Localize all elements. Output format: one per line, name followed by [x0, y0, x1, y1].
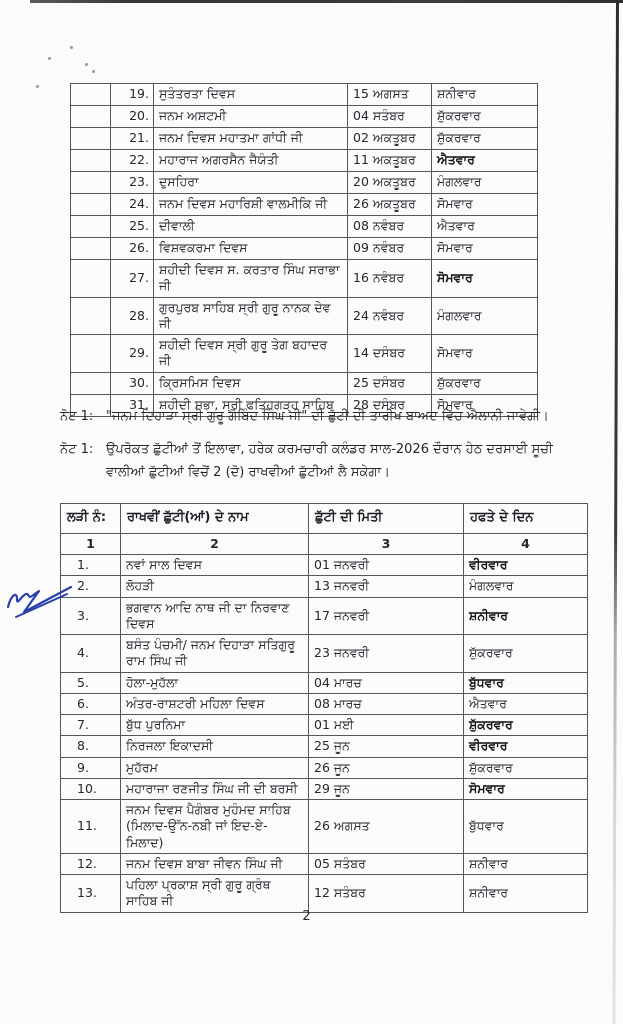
reserved-name: ਪਹਿਲਾ ਪ੍ਰਕਾਸ਼ ਸ੍ਰੀ ਗੁਰੂ ਗ੍ਰੰਥ ਸਾਹਿਬ ਜੀ — [121, 875, 309, 913]
row-margin-cell — [71, 84, 111, 106]
reserved-holidays-table — [60, 503, 588, 913]
reserved-weekday: ਸ਼ਨੀਵਾਰ — [464, 597, 588, 635]
holiday-weekday: ਸ਼ਨੀਵਾਰ — [432, 84, 538, 106]
reserved-table-head — [61, 504, 588, 555]
reserved-header-row — [61, 504, 588, 534]
reserved-weekday: ਸ਼ੁੱਕਰਵਾਰ — [464, 635, 588, 673]
holiday-serial: 29. — [111, 335, 154, 373]
header-date: ਛੁੱਟੀ ਦੀ ਮਿਤੀ — [309, 504, 464, 534]
holiday-name: ਸ਼ਹੀਦੀ ਦਿਵਸ ਸ੍ਰੀ ਗੁਰੂ ਤੇਗ ਬਹਾਦਰ ਜੀ — [154, 335, 348, 373]
holiday-date: 11 ਅਕਤੂਬਰ — [348, 150, 432, 172]
holiday-date: 28 ਦਸੰਬਰ — [348, 394, 432, 416]
row-margin-cell — [71, 150, 111, 172]
holiday-name: ਜਨਮ ਅਸ਼ਟਮੀ — [154, 106, 348, 128]
signature-stroke-1 — [8, 587, 71, 612]
reserved-name: ਨਿਰਜਲਾ ਇਕਾਦਸੀ — [121, 736, 309, 757]
row-margin-cell — [71, 216, 111, 238]
reserved-serial: 6. — [61, 693, 121, 714]
header-name: ਰਾਖਵੀਂ ਛੁੱਟੀ(ਆਂ) ਦੇ ਨਾਮ — [121, 504, 309, 534]
holiday-name: ਦੀਵਾਲੀ — [154, 216, 348, 238]
row-margin-cell — [71, 106, 111, 128]
reserved-row — [61, 672, 588, 693]
holiday-name: ਵਿਸ਼ਵਕਰਮਾ ਦਿਵਸ — [154, 238, 348, 260]
reserved-weekday: ਬੁੱਧਵਾਰ — [464, 672, 588, 693]
holiday-name: ਕ੍ਰਿਸਮਿਸ ਦਿਵਸ — [154, 372, 348, 394]
reserved-row — [61, 757, 588, 778]
holiday-name: ਜਨਮ ਦਿਵਸ ਮਹਾਰਿਸ਼ੀ ਵਾਲਮੀਕਿ ਜੀ — [154, 194, 348, 216]
row-margin-cell — [71, 128, 111, 150]
holiday-row — [71, 372, 538, 394]
row-margin-cell — [71, 372, 111, 394]
reserved-weekday: ਮੰਗਲਵਾਰ — [464, 576, 588, 597]
reserved-name: ਮਹਾਰਾਜਾ ਰਣਜੀਤ ਸਿੰਘ ਜੀ ਦੀ ਬਰਸੀ — [121, 778, 309, 799]
reserved-serial: 13. — [61, 875, 121, 913]
holiday-date: 16 ਨਵੰਬਰ — [348, 260, 432, 298]
scan-speck — [85, 63, 88, 66]
reserved-weekday: ਸ਼ਨੀਵਾਰ — [464, 853, 588, 874]
holiday-weekday: ਸ਼ੁੱਕਰਵਾਰ — [432, 106, 538, 128]
scan-speck — [36, 85, 39, 88]
holiday-weekday: ਸੋਮਵਾਰ — [432, 260, 538, 298]
holiday-date: 20 ਅਕਤੂਬਰ — [348, 172, 432, 194]
holiday-serial: 25. — [111, 216, 154, 238]
reserved-row — [61, 576, 588, 597]
holiday-serial: 23. — [111, 172, 154, 194]
scan-speck — [48, 57, 51, 60]
note-1-text: "ਜਨਮ ਦਿਹਾੜਾ ਸ੍ਰੀ ਗੁਰੂ ਗੋਬਿੰਦ ਸਿੰਘ ਜੀ" ਦੀ ਛੁੱਟੀ ਦੀ ਤਾਰੀਖ ਬਾਅਦ ਵਿੱਚ ਐਲਾਨੀ ਜਾਵੇਗੀ। — [106, 409, 549, 424]
holiday-date: 08 ਨਵੰਬਰ — [348, 216, 432, 238]
reserved-weekday: ਐਤਵਾਰ — [464, 693, 588, 714]
scan-edge-top — [30, 0, 623, 3]
holiday-weekday: ਸ਼ੁੱਕਰਵਾਰ — [432, 128, 538, 150]
reserved-date: 17 ਜਨਵਰੀ — [309, 597, 464, 635]
holiday-row — [71, 297, 538, 335]
page-number: 2 — [302, 909, 311, 924]
holiday-weekday: ਸ਼ੁੱਕਰਵਾਰ — [432, 372, 538, 394]
reserved-name: ਮੁਹੱਰਮ — [121, 757, 309, 778]
holiday-serial: 21. — [111, 128, 154, 150]
holiday-name: ਸ਼ਹੀਦੀ ਦਿਵਸ ਸ. ਕਰਤਾਰ ਸਿੰਘ ਸਰਾਭਾ ਜੀ — [154, 260, 348, 298]
column-number-3: 3 — [309, 533, 464, 554]
holiday-weekday: ਮੰਗਲਵਾਰ — [432, 297, 538, 335]
holiday-weekday: ਸੋਮਵਾਰ — [432, 335, 538, 373]
holiday-row — [71, 335, 538, 373]
reserved-row — [61, 715, 588, 736]
reserved-date: 01 ਜਨਵਰੀ — [309, 555, 464, 576]
reserved-date: 26 ਜੂਨ — [309, 757, 464, 778]
reserved-date: 26 ਅਗਸਤ — [309, 800, 464, 854]
holiday-row — [71, 260, 538, 298]
scan-speck — [92, 70, 95, 73]
reserved-serial: 1. — [61, 555, 121, 576]
holiday-row — [71, 172, 538, 194]
holiday-weekday: ਮੰਗਲਵਾਰ — [432, 172, 538, 194]
reserved-weekday: ਸ਼ਨੀਵਾਰ — [464, 875, 588, 913]
holiday-row — [71, 84, 538, 106]
reserved-name: ਬੁੱਧ ਪੁਰਨਿਮਾ — [121, 715, 309, 736]
reserved-row — [61, 736, 588, 757]
signature-stroke-2 — [16, 594, 67, 617]
holiday-weekday: ਸੋਮਵਾਰ — [432, 394, 538, 416]
holiday-serial: 19. — [111, 84, 154, 106]
reserved-weekday: ਵੀਰਵਾਰ — [464, 736, 588, 757]
reserved-date: 29 ਜੂਨ — [309, 778, 464, 799]
holiday-date: 09 ਨਵੰਬਰ — [348, 238, 432, 260]
header-weekday: ਹਫਤੇ ਦੇ ਦਿਨ — [464, 504, 588, 534]
holiday-name: ਮਹਾਰਾਜ ਅਗਰਸੈਨ ਜੈਯੰਤੀ — [154, 150, 348, 172]
reserved-serial: 7. — [61, 715, 121, 736]
reserved-weekday: ਸ਼ੁੱਕਰਵਾਰ — [464, 715, 588, 736]
holiday-name: ਸੁਤੰਤਰਤਾ ਦਿਵਸ — [154, 84, 348, 106]
column-number-4: 4 — [464, 533, 588, 554]
holiday-row — [71, 238, 538, 260]
holiday-serial: 26. — [111, 238, 154, 260]
row-margin-cell — [71, 260, 111, 298]
row-margin-cell — [71, 194, 111, 216]
reserved-serial: 9. — [61, 757, 121, 778]
reserved-date: 01 ਮਈ — [309, 715, 464, 736]
reserved-name: ਹੋਲਾ-ਮੁਹੱਲਾ — [121, 672, 309, 693]
holiday-name: ਗੁਰਪੁਰਬ ਸਾਹਿਬ ਸ੍ਰੀ ਗੁਰੂ ਨਾਨਕ ਦੇਵ ਜੀ — [154, 297, 348, 335]
holiday-table — [70, 83, 538, 417]
holiday-weekday: ਐਤਵਾਰ — [432, 150, 538, 172]
note-1 — [60, 406, 582, 429]
holiday-row — [71, 150, 538, 172]
holiday-weekday: ਸੋਮਵਾਰ — [432, 238, 538, 260]
row-margin-cell — [71, 172, 111, 194]
holiday-serial: 27. — [111, 260, 154, 298]
reserved-date: 04 ਮਾਰਚ — [309, 672, 464, 693]
holiday-serial: 20. — [111, 106, 154, 128]
holiday-date: 24 ਨਵੰਬਰ — [348, 297, 432, 335]
reserved-name: ਜਨਮ ਦਿਵਸ ਪੈਗੰਬਰ ਮੁਹੰਮਦ ਸਾਹਿਬ (ਮਿਲਾਦ-ਉੱਨ-ਨਬੀ ਜਾਂ ਇਦ-ਏ-ਮਿਲਾਦ) — [121, 800, 309, 854]
reserved-date: 25 ਜੂਨ — [309, 736, 464, 757]
holiday-row — [71, 216, 538, 238]
holiday-serial: 30. — [111, 372, 154, 394]
reserved-name: ਅੰਤਰ-ਰਾਸ਼ਟਰੀ ਮਹਿਲਾ ਦਿਵਸ — [121, 693, 309, 714]
reserved-date: 13 ਜਨਵਰੀ — [309, 576, 464, 597]
header-serial: ਲੜੀ ਨੰ: — [61, 504, 121, 534]
reserved-date: 12 ਸਤੰਬਰ — [309, 875, 464, 913]
reserved-serial: 2. — [61, 576, 121, 597]
holiday-name: ਸ਼ਹੀਦੀ ਸਭਾ, ਸ੍ਰੀ ਫਤਿਹਗੜ੍ਹ ਸਾਹਿਬ — [154, 394, 348, 416]
holiday-serial: 22. — [111, 150, 154, 172]
reserved-row — [61, 853, 588, 874]
holiday-date: 26 ਅਕਤੂਬਰ — [348, 194, 432, 216]
holiday-name: ਦੁਸਹਿਰਾ — [154, 172, 348, 194]
holiday-row — [71, 194, 538, 216]
holiday-date: 14 ਦਸੰਬਰ — [348, 335, 432, 373]
holiday-date: 25 ਦਸੰਬਰ — [348, 372, 432, 394]
reserved-serial: 12. — [61, 853, 121, 874]
note-1-label: ਨੋਟ 1: — [60, 409, 94, 424]
reserved-weekday: ਬੁੱਧਵਾਰ — [464, 800, 588, 854]
holiday-row — [71, 106, 538, 128]
ink-signature — [1, 570, 83, 634]
reserved-date: 08 ਮਾਰਚ — [309, 693, 464, 714]
reserved-name: ਨਵਾਂ ਸਾਲ ਦਿਵਸ — [121, 555, 309, 576]
reserved-date: 05 ਸਤੰਬਰ — [309, 853, 464, 874]
reserved-name: ਭਗਵਾਨ ਆਦਿ ਨਾਥ ਜੀ ਦਾ ਨਿਰਵਾਣ ਦਿਵਸ — [121, 597, 309, 635]
column-number-row — [61, 533, 588, 554]
reserved-row — [61, 875, 588, 913]
reserved-row — [61, 597, 588, 635]
row-margin-cell — [71, 297, 111, 335]
reserved-row — [61, 778, 588, 799]
reserved-date: 23 ਜਨਵਰੀ — [309, 635, 464, 673]
row-margin-cell — [71, 238, 111, 260]
reserved-table-body — [61, 555, 588, 913]
reserved-weekday: ਸੋਮਵਾਰ — [464, 778, 588, 799]
holiday-serial: 24. — [111, 194, 154, 216]
holiday-table-body — [71, 84, 538, 417]
holiday-serial: 31. — [111, 394, 154, 416]
note-2-text: ਉਪਰੋਕਤ ਛੁੱਟੀਆਂ ਤੋਂ ਇਲਾਵਾ, ਹਰੇਕ ਕਰਮਚਾਰੀ ਕਲੰਡਰ ਸਾਲ-2026 ਦੌਰਾਨ ਹੇਠ ਦਰਸਾਈ ਸੂਚੀ ਵਾਲੀਆਂ ਛੁੱਟੀਆਂ ਵਿਚੋਂ 2 (ਦੋ) ਰਾਖਵੀਆਂ ਛੁੱਟੀਆਂ ਲੈ ਸਕੇਗਾ। — [106, 442, 553, 480]
column-number-2: 2 — [121, 533, 309, 554]
holiday-name: ਜਨਮ ਦਿਵਸ ਮਹਾਤਮਾ ਗਾਂਧੀ ਜੀ — [154, 128, 348, 150]
row-margin-cell — [71, 335, 111, 373]
holiday-weekday: ਸੋਮਵਾਰ — [432, 194, 538, 216]
reserved-row — [61, 555, 588, 576]
reserved-name: ਬਸੰਤ ਪੰਚਮੀ/ ਜਨਮ ਦਿਹਾੜਾ ਸਤਿਗੁਰੂ ਰਾਮ ਸਿੰਘ ਜੀ — [121, 635, 309, 673]
scan-speck — [70, 46, 73, 49]
holiday-date: 15 ਅਗਸਤ — [348, 84, 432, 106]
reserved-serial: 5. — [61, 672, 121, 693]
reserved-serial: 11. — [61, 800, 121, 854]
note-2 — [60, 439, 582, 485]
reserved-row — [61, 635, 588, 673]
reserved-serial: 10. — [61, 778, 121, 799]
holiday-weekday: ਐਤਵਾਰ — [432, 216, 538, 238]
reserved-serial: 8. — [61, 736, 121, 757]
holiday-row — [71, 128, 538, 150]
note-2-label: ਨੋਟ 1: — [60, 442, 94, 457]
reserved-name: ਜਨਮ ਦਿਵਸ ਬਾਬਾ ਜੀਵਨ ਸਿੰਘ ਜੀ — [121, 853, 309, 874]
column-number-1: 1 — [61, 533, 121, 554]
reserved-weekday: ਵੀਰਵਾਰ — [464, 555, 588, 576]
reserved-name: ਲੋਹੜੀ — [121, 576, 309, 597]
scan-edge-right — [612, 0, 619, 1024]
reserved-row — [61, 693, 588, 714]
holiday-serial: 28. — [111, 297, 154, 335]
reserved-serial: 4. — [61, 635, 121, 673]
holiday-date: 04 ਸਤੰਬਰ — [348, 106, 432, 128]
reserved-row — [61, 800, 588, 854]
reserved-serial: 3. — [61, 597, 121, 635]
holiday-date: 02 ਅਕਤੂਬਰ — [348, 128, 432, 150]
reserved-weekday: ਸ਼ੁੱਕਰਵਾਰ — [464, 757, 588, 778]
